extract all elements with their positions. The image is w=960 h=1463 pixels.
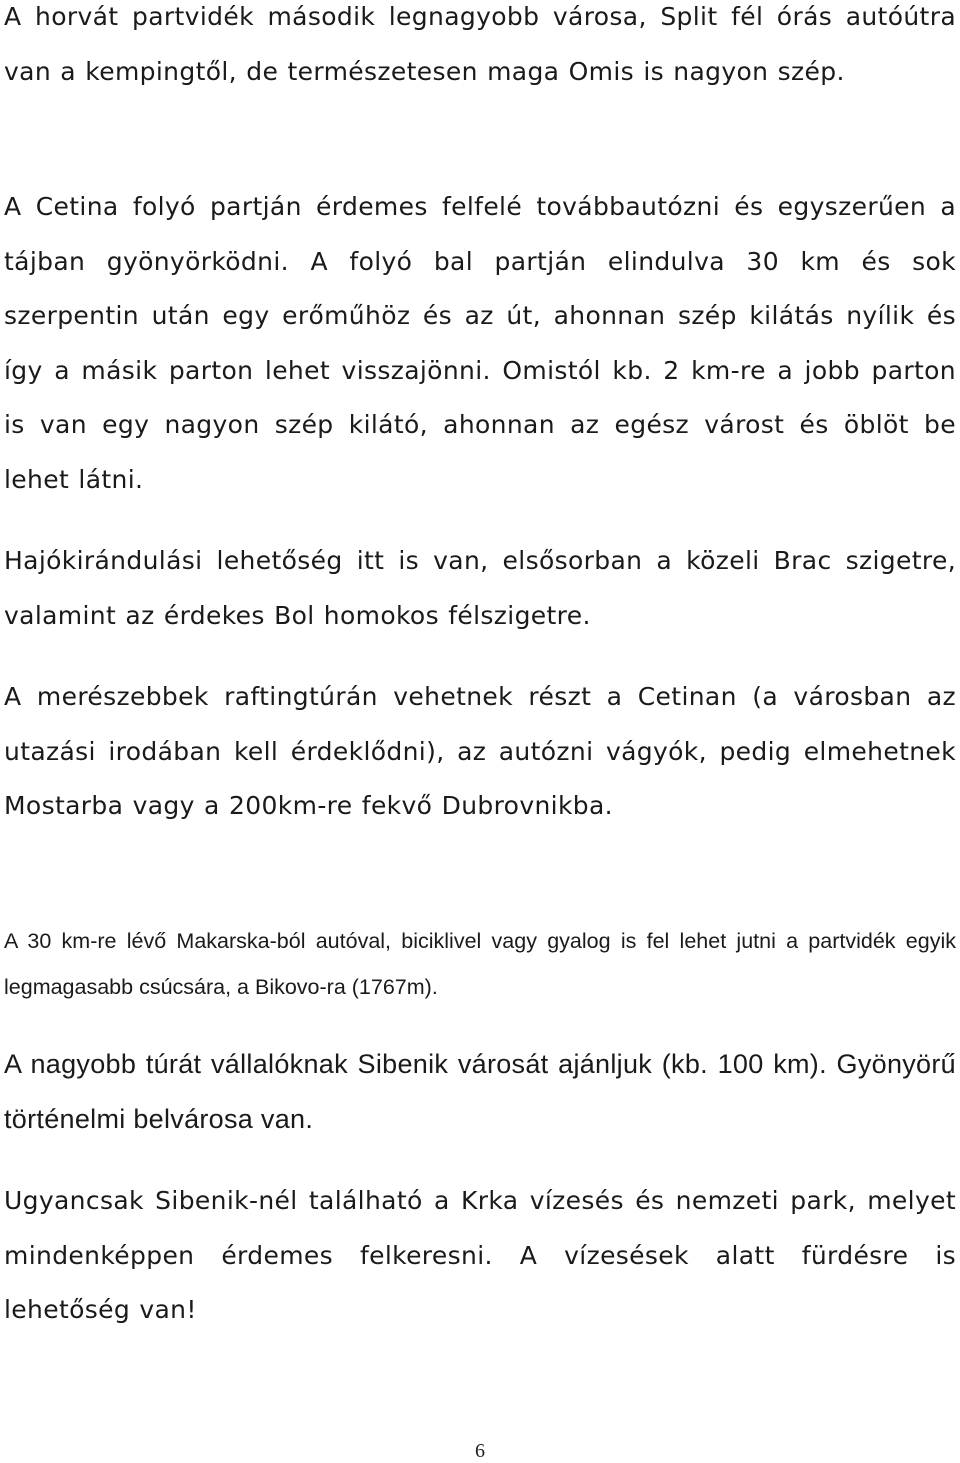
paragraph-rafting: A merészebbek raftingtúrán vehetnek részt a Cetinan (a városban az utazási irodában kell érdeklődni), az autózni vágyók, pedig elmehetnek Mostarba vagy a 200km-re fekvő Dubrovnikba. <box>4 682 956 820</box>
page-number: 6 <box>475 1440 485 1462</box>
paragraph-boat-trips: Hajókirándulási lehetőség itt is van, elsősorban a közeli Brac szigetre, valamint az érdekes Bol homokos félszigetre. <box>4 546 956 630</box>
paragraph-cetina: A Cetina folyó partján érdemes felfelé továbbautózni és egyszerűen a tájban gyönyörködni. A folyó bal partján elindulva 30 km és sok szerpentin után egy erőműhöz és az út, ahonnan szép kilátás nyílik és így a másik parton lehet visszajönni. Omistól kb. 2 km-re a jobb parton is van egy nagyon szép kilátó, ahonnan az egész várost és öblöt be lehet látni. <box>4 192 956 494</box>
paragraph-krka: Ugyancsak Sibenik-nél található a Krka vízesés és nemzeti park, melyet mindenképpen érdemes felkeresni. A vízesések alatt fürdésre is lehetőség van! <box>4 1186 956 1324</box>
paragraph-makarska: A 30 km-re lévő Makarska-ból autóval, biciklivel vagy gyalog is fel lehet jutni a partvidék egyik legmagasabb csúcsára, a Bikovo-ra (1767m). <box>4 929 956 999</box>
paragraph-sibenik: A nagyobb túrát vállalóknak Sibenik városát ajánljuk (kb. 100 km). Gyönyörű történelmi belvárosa van. <box>4 1049 956 1134</box>
paragraph-split: A horvát partvidék második legnagyobb városa, Split fél órás autóútra van a kempingtől, de természetesen maga Omis is nagyon szép. <box>4 2 956 86</box>
